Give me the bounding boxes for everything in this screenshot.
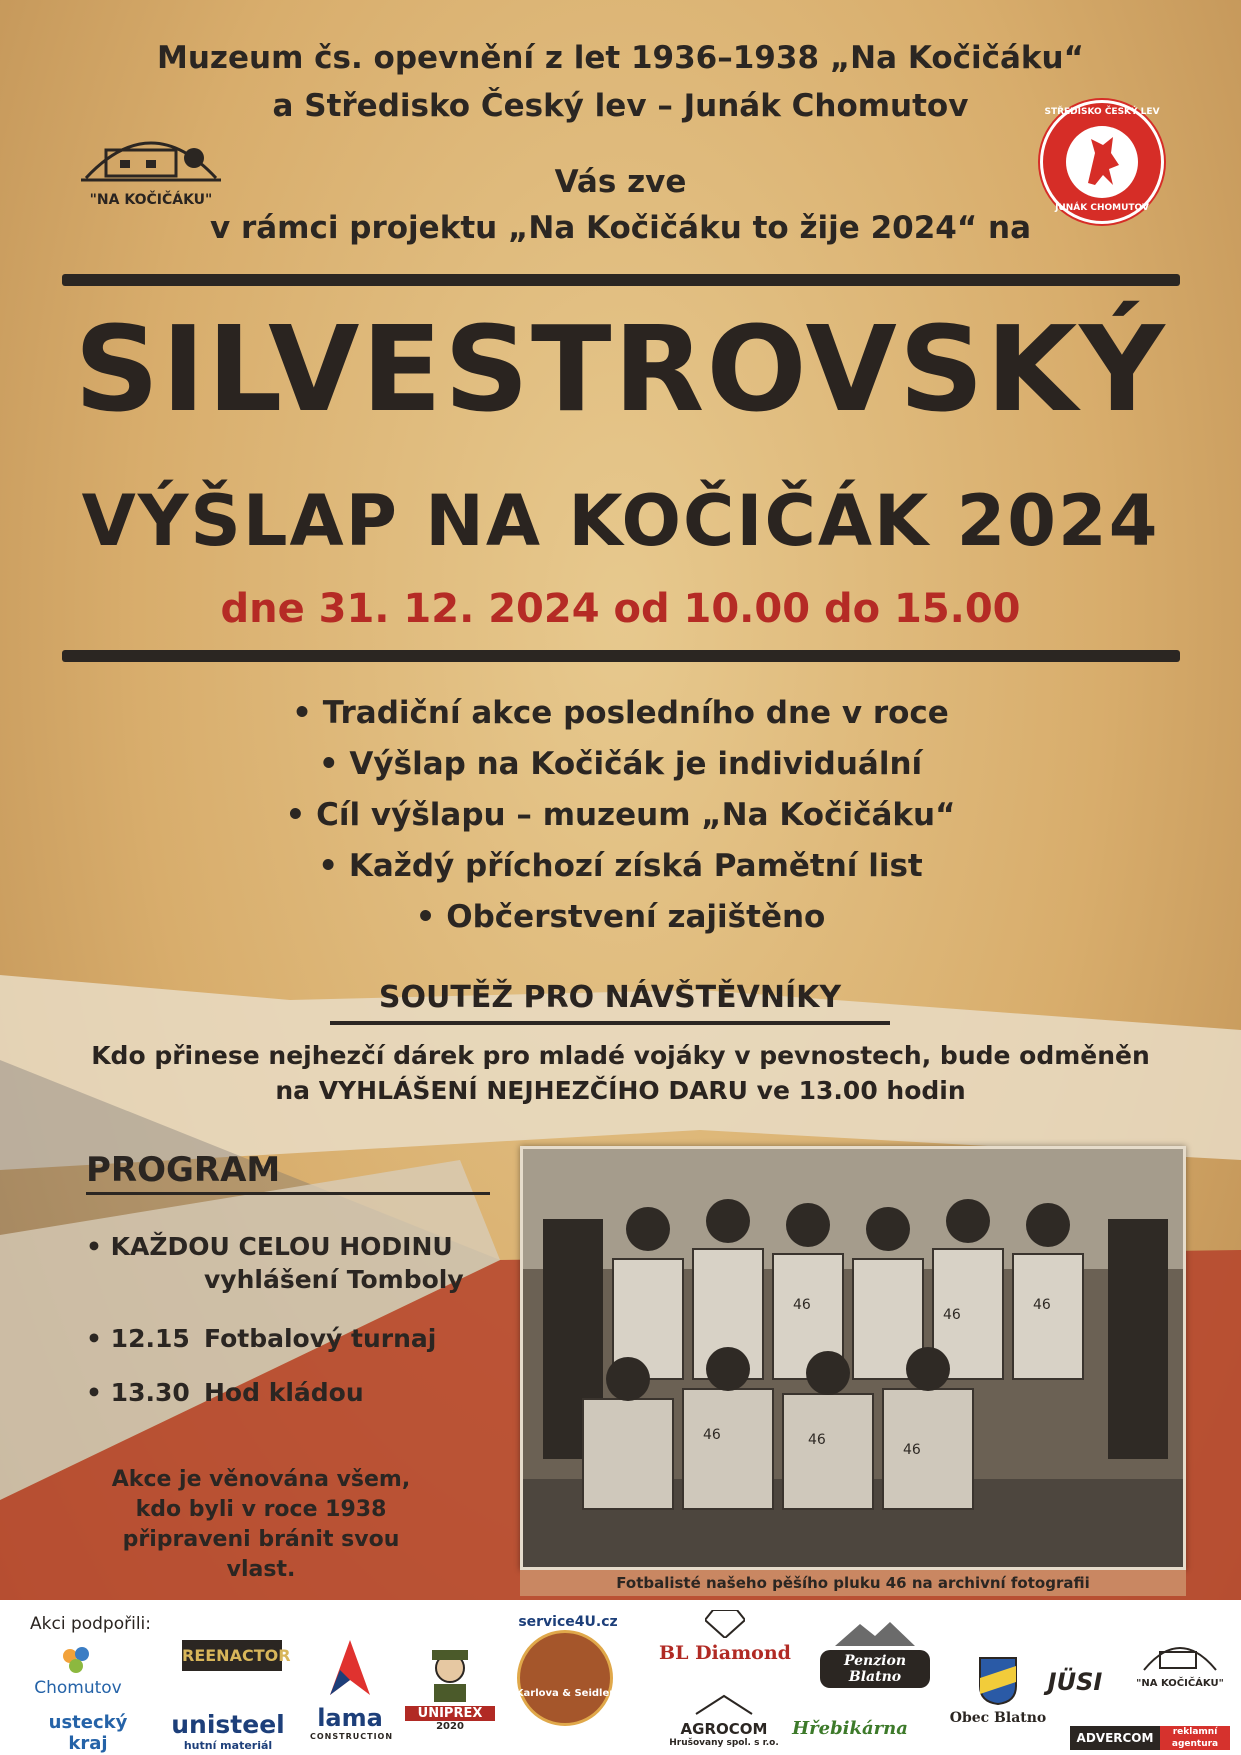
barn-icon [694, 1694, 754, 1716]
bullet-item: • Cíl výšlapu – muzeum „Na Kočičáku“ [285, 797, 956, 833]
museum-logo-text: "NA KOČIČÁKU" [89, 192, 213, 208]
bullet-item: • Každý příchozí získá Pamětní list [318, 848, 923, 884]
header-line4: v rámci projektu „Na Kočičáku to žije 2024“ na [209, 210, 1032, 246]
header-line3: Vás zve [554, 164, 687, 200]
sponsor-obec-blatno: Obec Blatno [948, 1656, 1048, 1726]
jersey-number: 46 [793, 1297, 811, 1313]
jersey-number: 46 [808, 1432, 826, 1448]
sponsor-kaplicky: Karlova & Seidler [515, 1630, 615, 1740]
program-item-hourly [86, 1232, 464, 1294]
kaplicky-badge [517, 1630, 613, 1726]
junak-logo-bottom: JUNÁK CHOMUTOV [1055, 203, 1149, 213]
sponsor-hrebikarna: Hřebikárna [792, 1718, 908, 1739]
sponsor-penzion: Penzion Blatno [820, 1620, 930, 1688]
sponsor-reenactor: REENACTOR [182, 1640, 282, 1671]
divider-bottom [62, 650, 1180, 662]
mountain-icon [835, 1620, 915, 1646]
archive-photo [520, 1146, 1186, 1570]
title-line2: VÝŠLAP NA KOČIČÁK 2024 [81, 480, 1160, 562]
sponsor-jusi: JÜSI [1047, 1668, 1103, 1696]
junak-logo [1040, 100, 1164, 224]
sponsor-kocicak: "NA KOČIČÁKU" [1130, 1630, 1230, 1689]
jersey-number: 46 [703, 1427, 721, 1443]
sponsors-label: Akci podpořili: [30, 1614, 152, 1634]
junak-logo-top: STŘEDISKO ČESKÝ LEV [1044, 107, 1160, 117]
soldier-icon [420, 1646, 480, 1702]
sponsor-ustecky-kraj: ustecký kraj [48, 1712, 128, 1754]
museum-logo [76, 118, 226, 208]
feature-list [0, 688, 1241, 943]
program-time: • KAŽDOU CELOU HODINU [86, 1232, 453, 1261]
sponsor-unisteel: unisteel hutní materiál [171, 1710, 285, 1752]
contest-line1: Kdo přinese nejhezčí dárek pro mladé vojáky v pevnostech, bude odměněn [91, 1041, 1150, 1070]
contest-heading: SOUTĚŽ PRO NÁVŠTĚVNÍKY [330, 980, 890, 1025]
sponsor-service4u: service4U.cz [518, 1614, 618, 1630]
photo-caption: Fotbalisté našeho pěšího pluku 46 na archivní fotografii [520, 1570, 1186, 1596]
bullet-item: • Tradiční akce posledního dne v roce [292, 695, 949, 731]
sponsor-uniprex: UNIPREX 2020 [405, 1646, 495, 1732]
program-text: vyhlášení Tomboly [204, 1265, 464, 1294]
program-item-1330 [86, 1378, 446, 1407]
program-time: • 13.30 [86, 1378, 190, 1407]
program-text: Hod kládou [204, 1378, 364, 1407]
lama-logo-icon [330, 1640, 370, 1700]
program-item-1215 [86, 1324, 446, 1353]
sponsors-footer [0, 1600, 1241, 1755]
jersey-number: 46 [943, 1307, 961, 1323]
event-date: dne 31. 12. 2024 od 10.00 do 15.00 [220, 586, 1021, 632]
diamond-icon [705, 1610, 745, 1638]
sponsor-bl-diamond: BL Diamond [650, 1610, 800, 1664]
program-time: • 12.15 [86, 1324, 190, 1353]
football-team-photo [523, 1149, 1183, 1567]
program-heading: PROGRAM [86, 1150, 490, 1195]
divider-top [62, 274, 1180, 286]
sponsor-agrocom: AGROCOM Hrušovany spol. s r.o. [664, 1694, 784, 1748]
contest-line2: na VYHLÁŠENÍ NEJHEZČÍHO DARU ve 13.00 hodin [275, 1076, 966, 1105]
sponsor-advercom: ADVERCOM reklamní agentura [1070, 1726, 1230, 1750]
jersey-number: 46 [1033, 1297, 1051, 1313]
bullet-item: • Občerstvení zajištěno [415, 899, 826, 935]
bullet-item: • Výšlap na Kočičák je individuální [318, 746, 923, 782]
sponsor-chomutov: Chomutov [28, 1644, 128, 1698]
title-line1: SILVESTROVSKÝ [74, 300, 1167, 438]
sponsor-lama: lama CONSTRUCTION [310, 1640, 390, 1741]
program-text: Fotbalový turnaj [204, 1324, 437, 1353]
header-line2: a Středisko Český lev – Junák Chomutov [272, 88, 969, 124]
dedication-note: Akce je věnována všem, kdo byli v roce 1938 připraveni bránit svou vlast. [111, 1467, 411, 1582]
bunker-small-icon [1140, 1630, 1220, 1674]
contest-text [0, 1038, 1241, 1108]
bunker-icon [76, 118, 226, 188]
header-line1: Muzeum čs. opevnění z let 1936–1938 „Na Kočičáku“ [157, 40, 1084, 76]
coat-of-arms-icon [978, 1656, 1018, 1706]
jersey-number: 46 [903, 1442, 921, 1458]
chomutov-flower-icon [58, 1644, 98, 1674]
